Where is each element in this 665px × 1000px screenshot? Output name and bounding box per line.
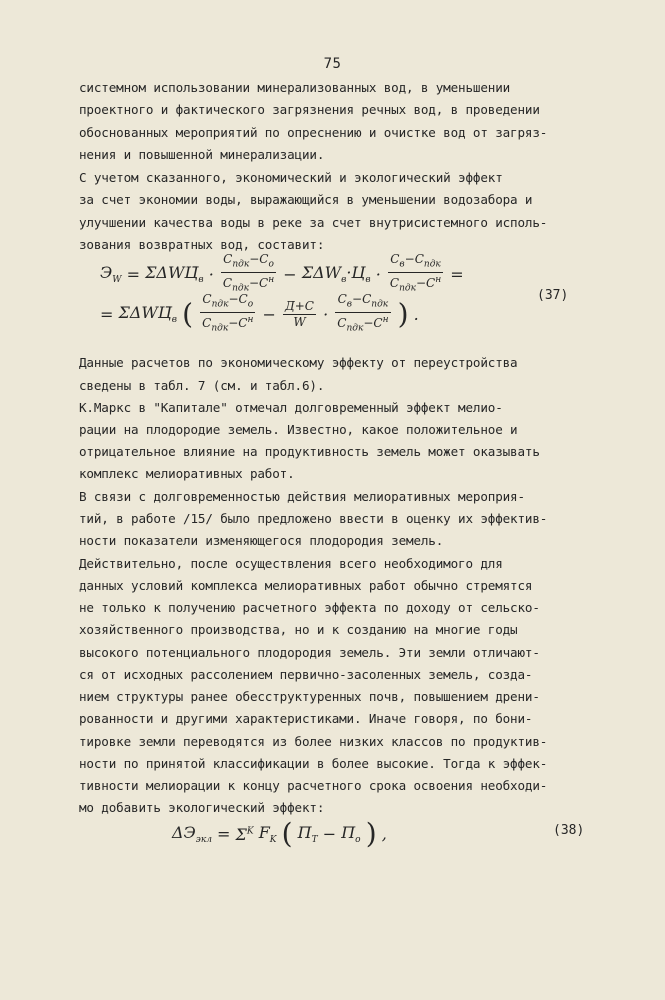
eq37-minus: −: [283, 264, 297, 284]
eq37-period: .: [413, 304, 419, 324]
equation-38: [172, 817, 472, 850]
eq37-fraction-g2: $\frac{Д+С}{W}$: [284, 298, 314, 329]
eq38-f: $F_K$: [258, 822, 277, 846]
text-line: системном использовании минерализованных вод, в уменьшении: [79, 80, 511, 95]
eq38-p1: $П_T$: [297, 822, 318, 846]
eq38-comma: ,: [381, 824, 387, 844]
text-line: Данные расчетов по экономическому эффекту от переустройства: [79, 355, 518, 370]
eq38-sum: $\Sigma^K$: [235, 824, 254, 844]
text-line: тивности мелиорации к концу расчетного срока освоения необходи-: [79, 778, 548, 793]
text-line: обоснованных мероприятий по опреснению и очистке вод от загряз-: [79, 125, 548, 140]
eq38-p2: $П_о$: [341, 822, 361, 846]
text-line: проектного и фактического загрязнения речных вод, в проведении: [79, 102, 540, 117]
eq37-line2-sum: $\Sigma\Delta WЦ̄_в$: [118, 303, 178, 326]
page-number: 75: [323, 56, 342, 72]
text-line: зования возвратных вод, составит:: [79, 237, 325, 252]
text-line: за счет экономии воды, выражающийся в уменьшении водозабора и: [79, 192, 533, 207]
text-line: не только к получению расчетного эффекта по доходу от сельско-: [79, 600, 540, 615]
eq38-delta: $\Delta Э_{экл}$: [172, 822, 212, 846]
equation-37-number: (37): [537, 288, 569, 303]
text-line: ся от исходных рассолением первично-засоленных земель, созда-: [79, 667, 533, 682]
eq38-left-paren: (: [281, 817, 293, 850]
eq37-left-paren: (: [182, 297, 194, 331]
equation-38-number: (38): [553, 823, 585, 838]
equation-37-line-2: [100, 292, 500, 337]
eq37-equals-end: =: [450, 264, 464, 284]
eq37-line2-equals: =: [100, 304, 114, 324]
eq37-dot-2: ·: [375, 264, 381, 284]
eq37-fraction-g1: $\frac{C_{пдк}-C_о}{C_{пдк}-C^н}$: [202, 292, 254, 334]
eq37-minus-2: −: [262, 304, 276, 324]
eq38-equals: =: [217, 824, 231, 844]
eq37-fraction-1: $\frac{C_{пдк}-C_о}{C_{пдк}-C^н}$: [222, 252, 275, 294]
text-line: тировке земли переводятся из более низких классов по продуктив-: [79, 734, 548, 749]
text-line: нием структуры ранее обесструктуренных почв, повышением дрени-: [79, 689, 540, 704]
text-line: хозяйственного производства, но и к созданию на многие годы: [79, 622, 518, 637]
eq38-right-paren: ): [365, 817, 377, 850]
eq37-dot-3: ·: [323, 304, 329, 324]
text-line: К.Маркс в "Капитале" отмечал долговременный эффект мелио-: [79, 400, 503, 415]
text-line: данных условий комплекса мелиоративных работ обычно стремятся: [79, 578, 533, 593]
text-line: ности по принятой классификации в более высокие. Тогда к эффек-: [79, 756, 548, 771]
eq37-fraction-2: $\frac{C_в-C_{пдк}}{C_{пдк}-C^н}$: [389, 252, 442, 294]
text-line: С учетом сказанного, экономический и экологический эффект: [79, 170, 503, 185]
text-line: мо добавить экологический эффект:: [79, 800, 325, 815]
eq37-equals: =: [126, 264, 141, 284]
text-line: Действительно, после осуществления всего необходимого для: [79, 556, 503, 571]
eq37-fraction-g3: $\frac{C_в-C_{пдк}}{C_{пдк}-C^н}$: [337, 292, 389, 334]
eq37-sum1: $\Sigma\Delta WЦ̄_в$: [145, 263, 204, 286]
text-line: В связи с долговременностью действия мелиоративных мероприя-: [79, 489, 525, 504]
equation-37-line-1: [100, 252, 500, 297]
text-line: ности показатели изменяющегося плодородия земель.: [79, 533, 444, 548]
text-line: тий, в работе /15/ было предложено ввести в оценку их эффектив-: [79, 511, 548, 526]
eq37-lhs: $Э_W$: [100, 263, 122, 286]
eq37-dot: ·: [208, 264, 214, 284]
text-line: комплекс мелиоративных работ.: [79, 466, 295, 481]
text-line: рованности и другими характеристиками. Иначе говоря, по бони-: [79, 711, 533, 726]
eq38-minus: −: [322, 824, 337, 844]
eq37-right-paren: ): [397, 297, 409, 331]
text-line: сведены в табл. 7 (см. и табл.6).: [79, 378, 325, 393]
text-line: отрицательное влияние на продуктивность земель может оказывать: [79, 444, 540, 459]
text-line: рации на плодородие земель. Известно, какое положительное и: [79, 422, 518, 437]
eq37-sum2: $\Sigma\Delta W_в\cdot Ц_в$: [301, 263, 371, 286]
text-line: улучшении качества воды в реке за счет внутрисистемного исполь-: [79, 215, 548, 230]
text-line: высокого потенциального плодородия земель. Эти земли отличают-: [79, 645, 540, 660]
text-line: нения и повышенной минерализации.: [79, 147, 325, 162]
